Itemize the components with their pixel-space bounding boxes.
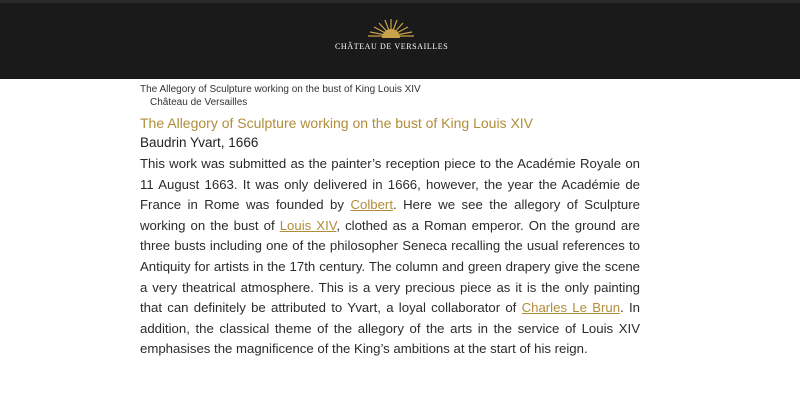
breadcrumb-subtitle: Château de Versailles xyxy=(150,97,248,108)
artwork-artist-date: Baudrin Yvart, 1666 xyxy=(140,135,259,150)
site-logo[interactable] xyxy=(335,18,447,60)
artwork-title: The Allegory of Sculpture working on the bust of King Louis XIV xyxy=(140,115,534,131)
artwork-description xyxy=(140,154,640,360)
description-text-3: , clothed as a Roman emperor. On the ground are three busts including one of the philosopher Seneca recalling the usual references to Antiquity for artists in the 17th century. The column and green drapery give the scene a very theatrical atmosphere. This is a very precious piece as it is the only painting that can definitely be attributed to Yvart, a loyal collaborator of xyxy=(140,217,640,316)
breadcrumb-title: The Allegory of Sculpture working on the bust of King Louis XIV xyxy=(140,84,421,95)
link-charles-le-brun[interactable]: Charles Le Brun xyxy=(521,300,621,316)
link-louis-xiv[interactable]: Louis XIV xyxy=(279,217,337,233)
sun-emblem-icon xyxy=(361,18,421,40)
header-top-border xyxy=(0,0,800,3)
description-text-2: . Here we see the allegory of Sculpture working on the bust of xyxy=(140,197,640,233)
site-header xyxy=(0,0,800,79)
description-text-1: This work was submitted as the painter’s reception piece to the Académie Royale on 11 August 1663. It was only delivered in 1666, however, the year the Académie de France in Rome was founded by xyxy=(140,156,640,213)
artwork-content xyxy=(140,113,640,360)
description-text-4: . In addition, the classical theme of the allegory of the arts in the service of Louis XIV emphasises the magnificence of the King’s ambitions at the start of his reign. xyxy=(140,300,640,357)
logo-text: CHÂTEAU DE VERSAILLES xyxy=(335,42,449,51)
link-colbert[interactable]: Colbert xyxy=(350,197,393,213)
